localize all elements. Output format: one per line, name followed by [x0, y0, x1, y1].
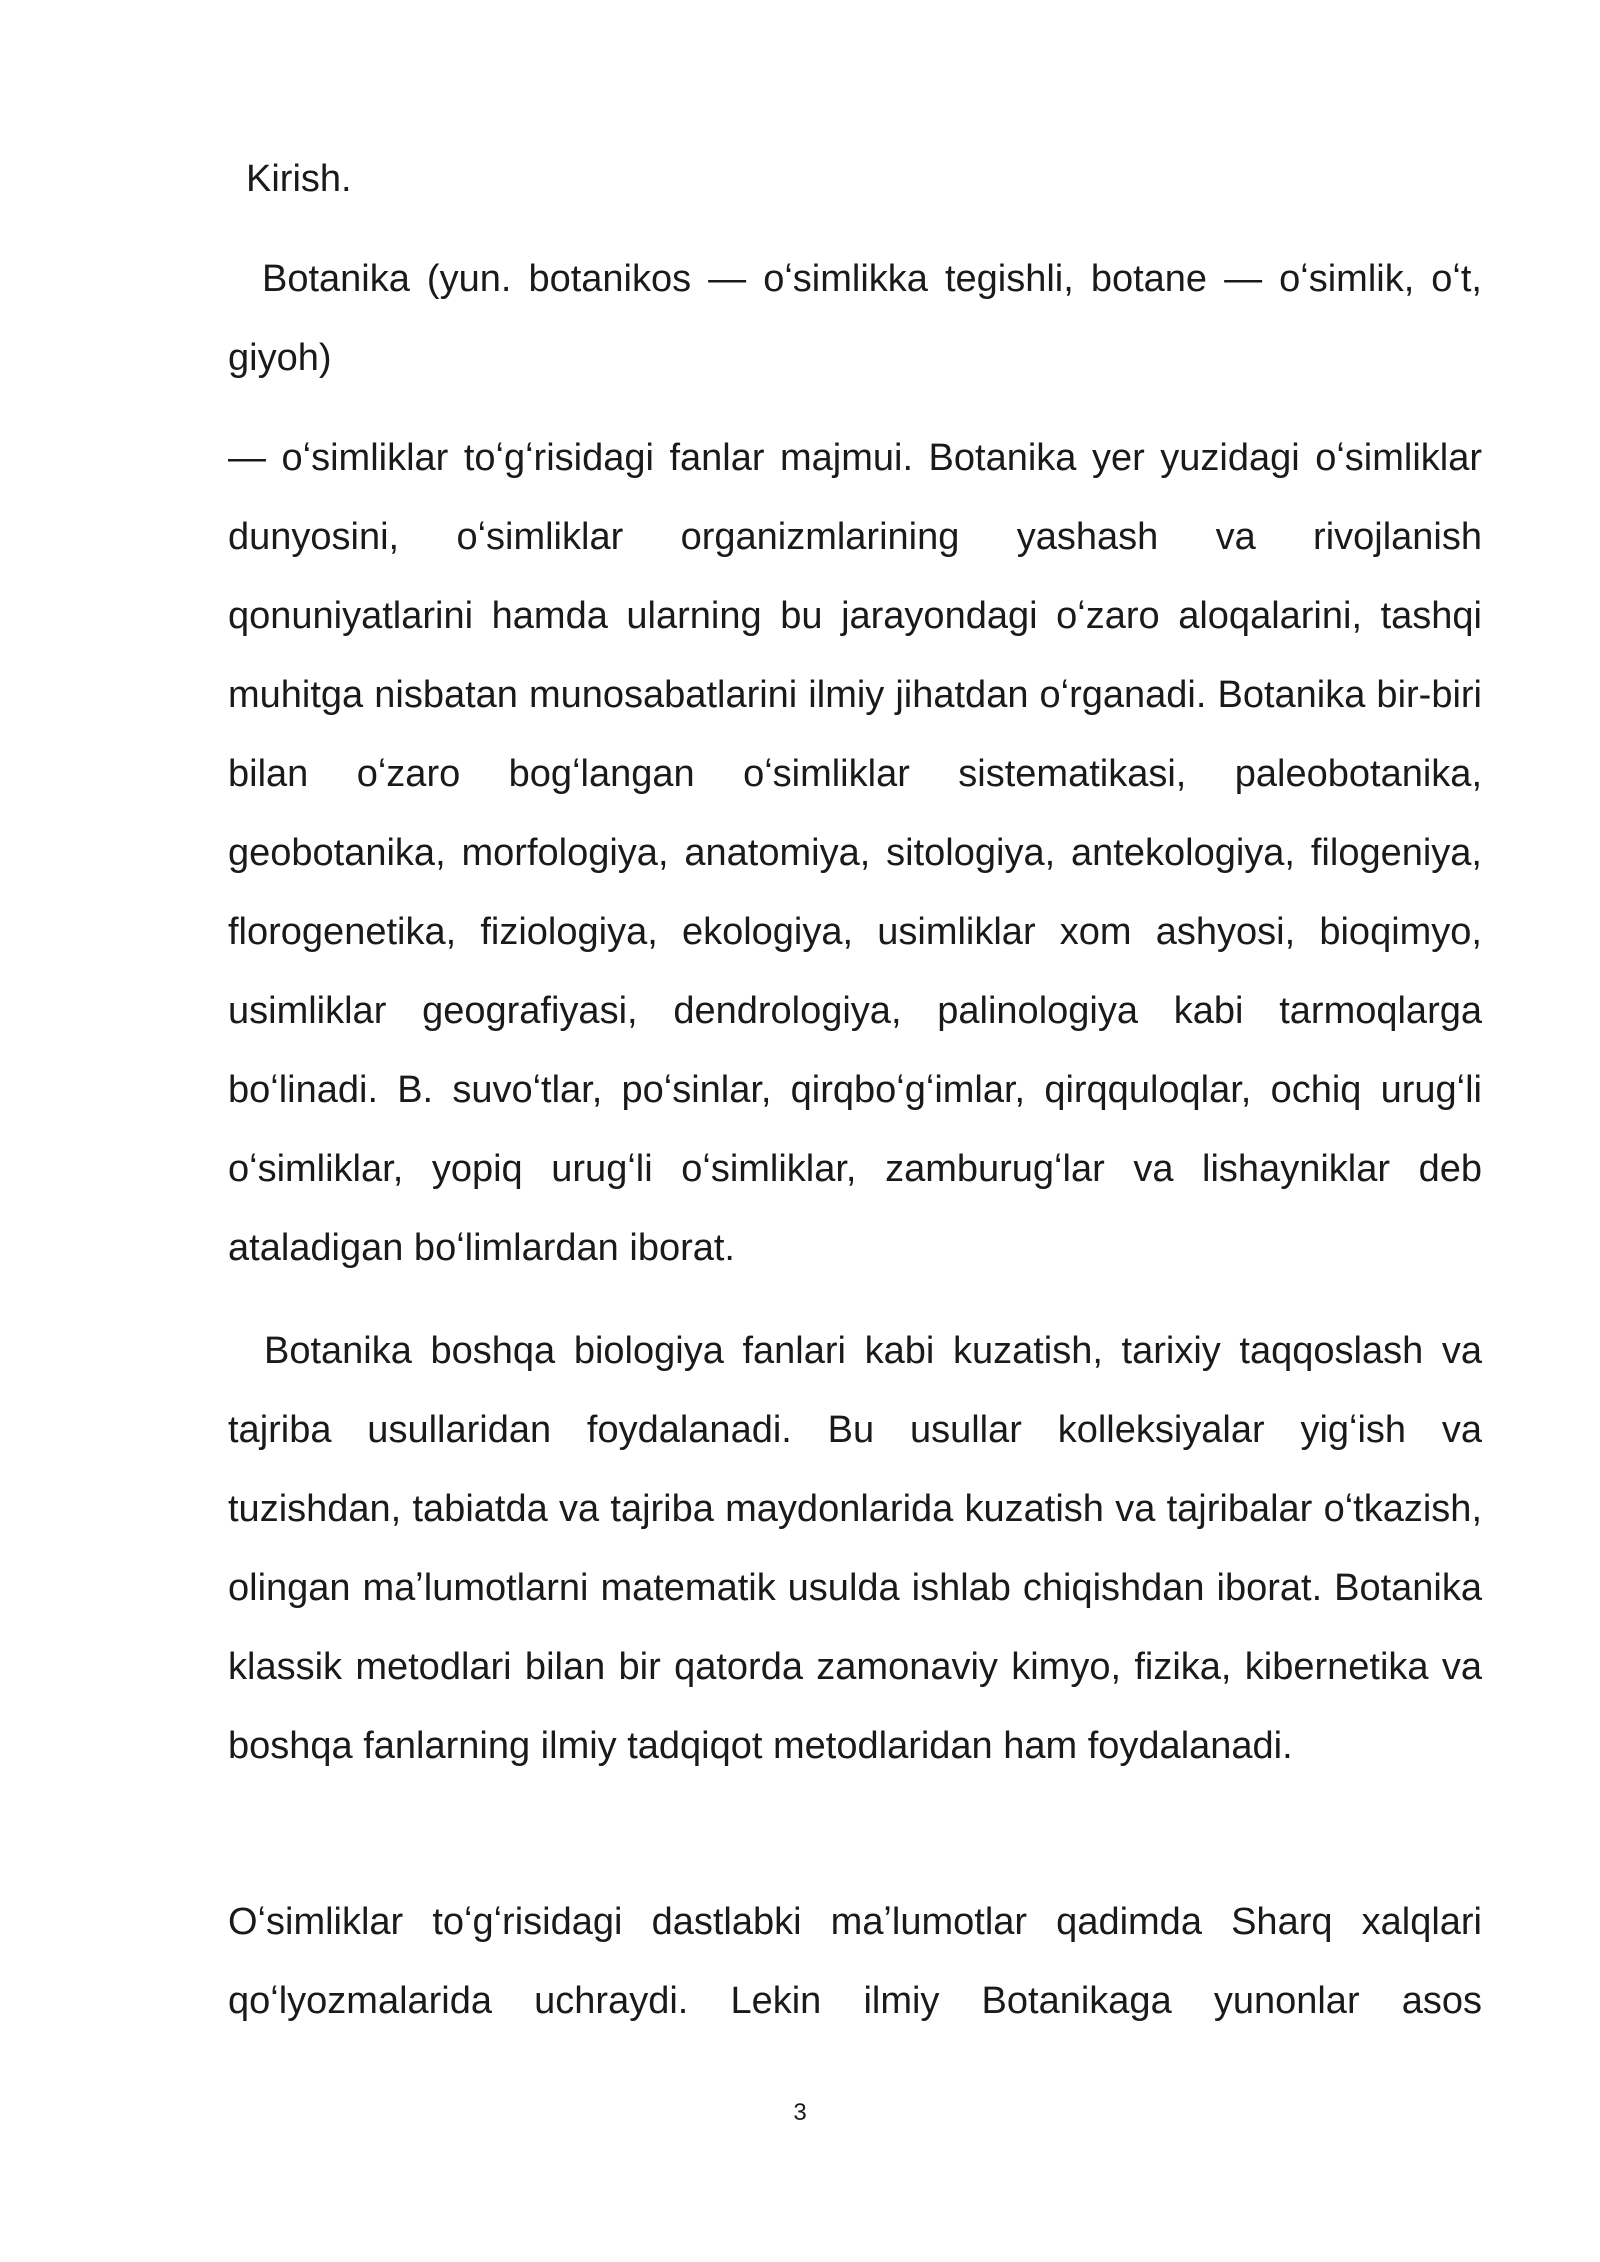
- section-heading: Kirish.: [246, 158, 352, 200]
- paragraph-intro-line-1: Botanika (yun. botanikos — oʻsimlikka tegishli, botane — oʻsimlik, oʻt,: [262, 258, 1482, 300]
- paragraph-intro: [228, 240, 1482, 398]
- paragraph-history: Oʻsimliklar toʻgʻrisidagi dastlabki maʼlumotlar qadimda Sharq xalqlari qoʻlyozmalarida uchraydi. Lekin ilmiy Botanikaga yunonlar asos: [228, 1901, 1482, 2022]
- paragraph-intro-line-2: giyoh): [228, 337, 332, 379]
- paragraph-methods: Botanika boshqa biologiya fanlari kabi kuzatish, tarixiy taqqoslash va tajriba usullaridan foydalanadi. Bu usullar kolleksiyalar yigʻish va tuzishdan, tabiatda va tajriba maydonlarida kuzatish va tajribalar oʻtkazish, olingan maʼlumotlarni matematik usulda ishlab chiqishdan iborat. Botanika klassik metodlari bilan bir qatorda zamonaviy kimyo, fizika, kibernetika va boshqa fanlarning ilmiy tadqiqot metodlaridan ham foydalanadi.: [228, 1330, 1482, 1767]
- paragraph-definition: — oʻsimliklar toʻgʻrisidagi fanlar majmui. Botanika yer yuzidagi oʻsimliklar dunyosini, oʻsimliklar organizmlarining yashash va rivojlanish qonuniyatlarini hamda ularning bu jarayondagi oʻzaro aloqalarini, tashqi muhitga nisbatan munosabatlarini ilmiy jihatdan oʻrganadi. Botanika bir-biri bilan oʻzaro bogʻlangan oʻsimliklar sistematikasi, paleobotanika, geobotanika, morfologiya, anatomiya, sitologiya, antekologiya, filogeniya, florogenetika, fiziologiya, ekologiya, usimliklar xom ashyosi, bioqimyo, usimliklar geografiyasi, dendrologiya, palinologiya kabi tarmoqlarga boʻlinadi. B. suvoʻtlar, poʻsinlar, qirqboʻgʻimlar, qirqquloqlar, ochiq urugʻli oʻsimliklar, yopiq urugʻli oʻsimliklar, zamburugʻlar va lishayniklar deb ataladigan boʻlimlardan iborat.: [228, 437, 1482, 1269]
- page-number: 3: [793, 2099, 807, 2126]
